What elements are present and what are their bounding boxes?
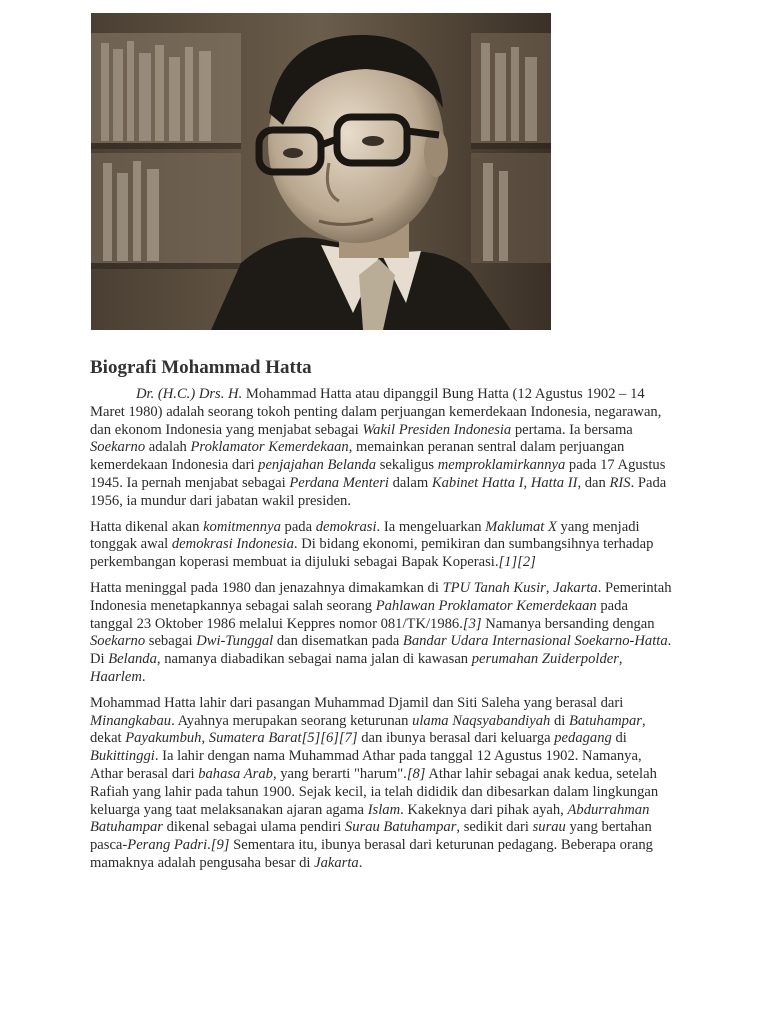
text-run: ,: [618, 651, 623, 668]
text-run: ,: [201, 730, 209, 747]
text-run: Hatta meninggal pada 1980 dan jenazahnya dimakamkan di: [90, 579, 443, 596]
italic-term: Belanda: [108, 651, 157, 668]
italic-term: Minangkabau: [90, 712, 172, 729]
italic-term: demokrasi Indonesia: [171, 536, 294, 553]
text-run: , namanya diabadikan sebagai nama jalan di kawasan: [156, 651, 472, 668]
text-run: . Ia mengeluarkan: [376, 518, 486, 535]
text-run: , dekat: [90, 712, 646, 747]
text-run: Athar lahir sebagai anak kedua, setelah Rafiah yang lahir pada tahun 1900. Sejak kecil, ia telah dididik dan dibesarkan dalam lingkungan keluarga yang taat melaksanakan ajaran agama: [90, 765, 659, 818]
text-run: yang bertahan pasca-: [90, 819, 652, 854]
italic-term: Sumatera Barat: [208, 730, 302, 747]
paragraph-democracy: [90, 519, 674, 572]
text-run: Mohammad Hatta atau dipanggil Bung Hatta (12 Agustus 1902 – 14 Maret 1980) adalah seorang tokoh penting dalam perjuangan kemerdekaan Indonesia, negarawan, dan ekonom Indonesia yang menjabat sebagai: [90, 386, 662, 438]
italic-term: Batuhampar: [568, 712, 642, 729]
italic-term: Surau Batuhampar: [344, 819, 457, 836]
text-run: . Di bidang ekonomi, pemikiran dan sumbangsihnya terhadap perkembangan koperasi membuat ia dijuluki sebagai Bapak Koperasi.: [90, 536, 654, 571]
italic-term: TPU Tanah Kusir: [442, 579, 546, 596]
text-run: dan disematkan pada: [273, 633, 403, 650]
text-run: di: [550, 712, 569, 729]
text-run: ,: [545, 579, 554, 596]
text-run: . Pada 1956, ia mundur dari jabatan wakil presiden.: [90, 474, 667, 509]
italic-term: Jakarta: [553, 579, 598, 596]
text-run: pada: [280, 518, 316, 535]
italic-term: Dwi-Tunggal: [196, 633, 274, 650]
text-run: . Kakeknya dari pihak ayah,: [400, 801, 568, 818]
italic-term: perumahan Zuiderpolder: [471, 651, 619, 668]
text-run: Hatta dikenal akan: [90, 518, 204, 535]
portrait-photo: [91, 13, 551, 330]
italic-term: [3]: [462, 615, 482, 632]
italic-term: Haarlem: [90, 668, 142, 685]
italic-term: Bukittinggi: [90, 748, 155, 765]
italic-term: RIS: [609, 474, 631, 491]
text-run: yang menjadi tonggak awal: [90, 518, 640, 553]
italic-term: Abdurrahman Batuhampar: [90, 801, 650, 836]
italic-term: Bandar Udara Internasional Soekarno-Hatta: [402, 633, 668, 650]
italic-term: Hatta II: [530, 474, 578, 491]
text-run: ,: [523, 474, 531, 491]
italic-term: Proklamator Kemerdekaan: [190, 439, 349, 456]
italic-term: Perang Padri: [127, 837, 208, 854]
text-run: . Pemerintah Indonesia menetapkannya sebagai salah seorang: [90, 579, 672, 614]
italic-term: Islam: [367, 801, 401, 818]
text-run: sekaligus: [376, 457, 438, 474]
text-run: .: [207, 837, 211, 854]
text-run: di: [611, 730, 627, 747]
italic-term: surau: [532, 819, 566, 836]
text-run: Mohammad Hatta lahir dari pasangan Muhammad Djamil dan Siti Saleha yang berasal dari: [90, 694, 624, 711]
text-run: sebagai: [145, 633, 197, 650]
text-run: pertama. Ia bersama: [511, 421, 633, 438]
italic-term: Pahlawan Proklamator Kemerdekaan: [375, 597, 597, 614]
italic-term: Maklumat X: [485, 518, 557, 535]
document-body: [90, 357, 674, 881]
paragraph-death-legacy: [90, 580, 674, 687]
italic-term: pedagang: [554, 730, 612, 747]
italic-term: Payakumbuh: [125, 730, 202, 747]
text-run: pada tanggal 23 Oktober 1986 melalui Keppres nomor 081/TK/1986.: [90, 597, 628, 632]
text-run: . Ia lahir dengan nama Muhammad Athar pada tanggal 12 Agustus 1902. Namanya, Athar berasal dari: [90, 748, 642, 782]
italic-term: [8]: [406, 765, 426, 782]
italic-term: Soekarno: [90, 439, 146, 456]
text-run: . Di: [90, 633, 672, 668]
italic-term: [5][6][7]: [301, 730, 358, 747]
italic-term: [9]: [210, 837, 230, 854]
paragraph-early-life: [90, 695, 674, 873]
text-run: , memainkan peranan sentral dalam perjuangan kemerdekaan Indonesia dari: [90, 439, 625, 474]
portrait-illustration: [91, 13, 551, 330]
text-run: pada 17 Agustus 1945. Ia pernah menjabat sebagai: [90, 457, 666, 491]
text-run: , yang berarti "harum".: [272, 765, 407, 782]
italic-term: bahasa Arab: [198, 765, 273, 782]
paragraph-intro: [90, 386, 674, 511]
text-run: , dan: [577, 474, 610, 491]
italic-term: Perdana Menteri: [289, 474, 389, 491]
italic-term: ulama Naqsyabandiyah: [412, 712, 551, 729]
text-run: Sementara itu, ibunya berasal dari keturunan pedagang. Beberapa orang mamaknya adalah pengusaha besar di: [90, 837, 653, 871]
page-title: Biografi Mohammad Hatta: [90, 357, 312, 378]
italic-term: Soekarno: [90, 633, 146, 650]
italic-term: demokrasi: [315, 518, 377, 535]
text-run: .: [358, 854, 363, 871]
text-run: . Ayahnya merupakan seorang keturunan: [171, 712, 413, 729]
italic-term: Kabinet Hatta I: [431, 474, 524, 491]
italic-term: Jakarta: [314, 854, 359, 871]
text-run: dalam: [388, 474, 432, 491]
italic-term: Dr. (H.C.) Drs. H.: [136, 386, 243, 402]
text-run: adalah: [145, 439, 191, 456]
text-run: , sedikit dari: [456, 819, 533, 836]
italic-term: komitmennya: [203, 518, 281, 535]
italic-term: [1][2]: [498, 554, 536, 571]
text-run: Namanya bersanding dengan: [481, 615, 655, 632]
text-run: .: [141, 668, 146, 685]
italic-term: memproklamirkannya: [437, 457, 566, 474]
italic-term: Wakil Presiden Indonesia: [362, 421, 512, 438]
text-run: dan ibunya berasal dari keluarga: [357, 730, 555, 747]
italic-term: penjajahan Belanda: [258, 457, 377, 474]
text-run: dikenal sebagai ulama pendiri: [162, 819, 345, 836]
